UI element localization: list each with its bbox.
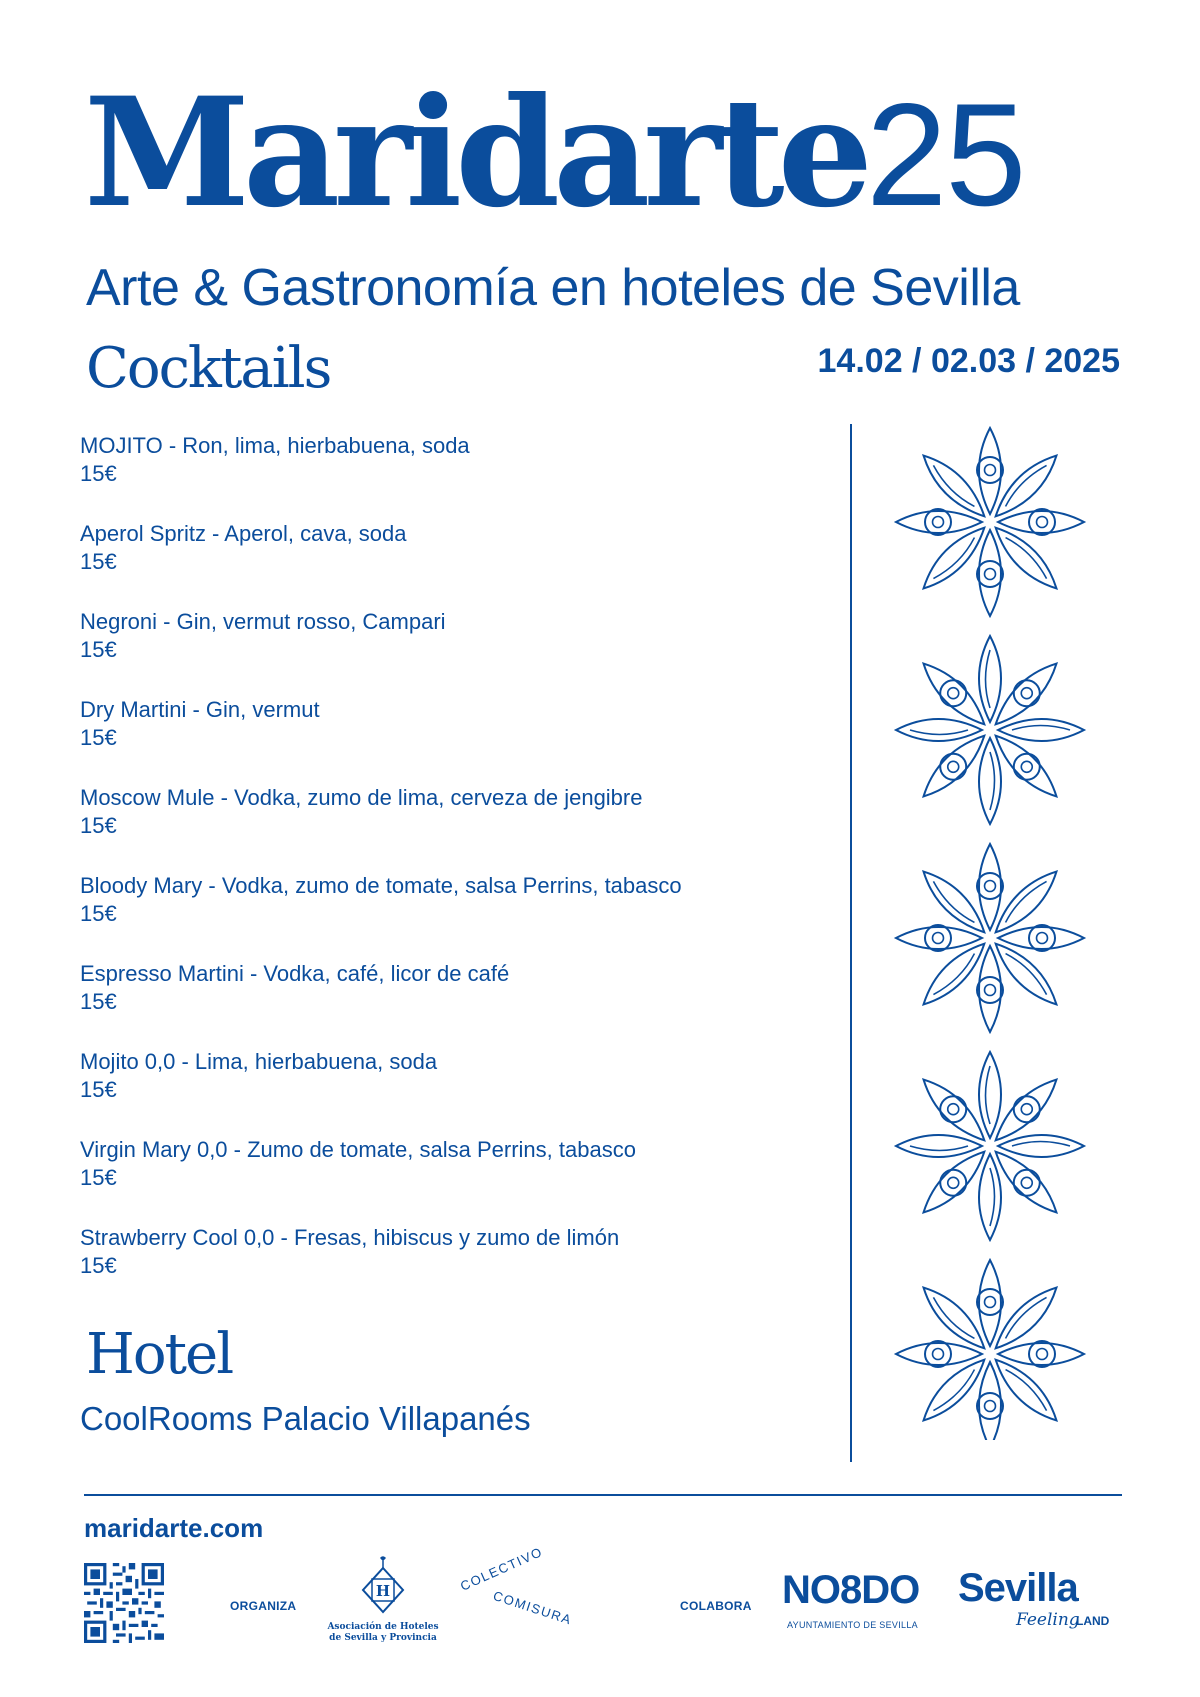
association-emblem-icon [359,1556,407,1616]
menu-item [80,1224,820,1312]
hotel-association-logo [318,1552,448,1652]
menu-item-price: 15€ [80,1165,117,1190]
feeling-text: Feeling [1016,1610,1080,1630]
menu-item-name: Negroni - Gin, vermut rosso, Campari [80,609,446,634]
hotel-name: CoolRooms Palacio Villapanés [80,1400,531,1437]
comisura-text: COMISURA [491,1588,575,1628]
menu-item-price: 15€ [80,725,117,750]
menu-item-price: 15€ [80,1253,117,1278]
flower-ornament-column [880,420,1100,1440]
menu-item-name: Virgin Mary 0,0 - Zumo de tomate, salsa Perrins, tabasco [80,1137,636,1162]
menu-item-price: 15€ [80,461,117,486]
menu-item [80,872,820,960]
menu-item-price: 15€ [80,901,117,926]
title-text: Maridarte [84,65,867,241]
vertical-divider [850,424,852,1462]
nodo-text: NO8DO [782,1568,920,1612]
colectivo-comisura-logo [456,1543,586,1636]
sevilla-text: Sevilla [958,1566,1078,1610]
ayuntamiento-text: AYUNTAMIENTO DE SEVILLA [787,1620,918,1630]
menu-item [80,1136,820,1224]
menu-item-price: 15€ [80,549,117,574]
menu-item [80,784,820,872]
menu-item [80,608,820,696]
flower-icon [896,844,1084,1032]
flower-icon [896,1052,1084,1240]
organiza-label: ORGANIZA [230,1599,297,1613]
colabora-label: COLABORA [680,1599,752,1613]
website-link[interactable]: maridarte.com [84,1513,264,1543]
flower-icon [896,1260,1084,1440]
title-year: 25 [866,73,1025,236]
land-text: LAND [1076,1614,1110,1628]
event-title [84,65,1025,241]
cocktail-menu [80,432,820,1312]
association-line2: de Sevilla y Provincia [329,1633,437,1643]
menu-item-name: Dry Martini - Gin, vermut [80,697,320,722]
menu-item [80,696,820,784]
menu-item-price: 15€ [80,1077,117,1102]
association-line1: Asociación de Hoteles [327,1622,439,1632]
menu-item-name: Aperol Spritz - Aperol, cava, soda [80,521,407,546]
qr-code-icon [84,1563,164,1643]
nodo-logo [782,1568,922,1638]
menu-item-name: Mojito 0,0 - Lima, hierbabuena, soda [80,1049,438,1074]
colectivo-text: COLECTIVO [458,1543,546,1594]
event-dates: 14.02 / 02.03 / 2025 [817,342,1120,380]
menu-item-price: 15€ [80,989,117,1014]
footer-divider [84,1494,1122,1496]
menu-item [80,1048,820,1136]
menu-item-name: Espresso Martini - Vodka, café, licor de café [80,961,510,986]
cocktails-heading: Cocktails [86,336,331,401]
menu-item-name: Strawberry Cool 0,0 - Fresas, hibiscus y zumo de limón [80,1225,620,1250]
menu-item-name: Bloody Mary - Vodka, zumo de tomate, salsa Perrins, tabasco [80,873,682,898]
menu-item [80,960,820,1048]
event-subtitle: Arte & Gastronomía en hoteles de Sevilla [86,259,1020,317]
menu-item-name: MOJITO - Ron, lima, hierbabuena, soda [80,433,470,458]
menu-item-name: Moscow Mule - Vodka, zumo de lima, cerveza de jengibre [80,785,643,810]
menu-item-price: 15€ [80,637,117,662]
flower-icon [896,636,1084,824]
svg-text:H: H [375,1582,391,1600]
menu-item-price: 15€ [80,813,117,838]
flower-icon [896,428,1084,616]
sevilla-feeling-land-logo [958,1566,1128,1646]
menu-item [80,520,820,608]
hotel-heading: Hotel [86,1322,233,1387]
menu-item [80,432,820,520]
